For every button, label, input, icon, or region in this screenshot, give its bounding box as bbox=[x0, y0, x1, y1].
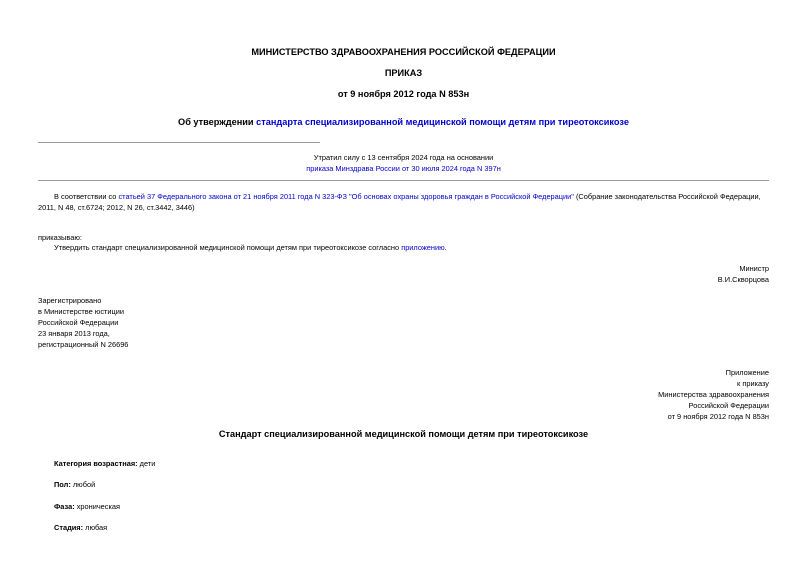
registration-line: Зарегистрировано bbox=[38, 296, 102, 305]
appendix-line: Российской Федерации bbox=[688, 401, 769, 410]
federal-law-link[interactable]: статьей 37 Федерального закона от 21 ноября 2011 года N 323-ФЗ "Об основах охраны здоровья граждан в Российской Федерации" bbox=[118, 192, 574, 201]
status-link-line bbox=[0, 164, 807, 175]
appendix-line: Приложение bbox=[725, 368, 769, 377]
signature-position: Министр bbox=[739, 264, 769, 273]
field-label: Пол: bbox=[54, 480, 71, 489]
field-value: дети bbox=[137, 459, 156, 468]
document-title-link[interactable]: стандарта специализированной медицинской помощи детям при тиреотоксикозе bbox=[256, 117, 629, 127]
field-value: любая bbox=[83, 523, 108, 532]
status-line: Утратил силу с 13 сентября 2024 года на основании bbox=[313, 153, 494, 162]
preamble-prefix: В соответствии со bbox=[54, 192, 119, 201]
orders-word: приказываю: bbox=[38, 233, 82, 242]
field-label: Фаза: bbox=[54, 502, 75, 511]
order-date: от 9 ноября 2012 года N 853н bbox=[337, 89, 470, 99]
document-title-prefix: Об утверждении bbox=[178, 117, 257, 127]
ministry-heading: МИНИСТЕРСТВО ЗДРАВООХРАНЕНИЯ РОССИЙСКОЙ ФЕДЕРАЦИИ bbox=[251, 47, 556, 57]
registration-line: Российской Федерации bbox=[38, 318, 119, 327]
field-stage bbox=[54, 523, 107, 534]
standard-title: Стандарт специализированной медицинской помощи детям при тиреотоксикозе bbox=[218, 429, 589, 439]
appendix-line: от 9 ноября 2012 года N 853н bbox=[667, 412, 769, 421]
order-heading: ПРИКАЗ bbox=[384, 68, 423, 78]
field-phase bbox=[54, 502, 120, 513]
document-title bbox=[0, 116, 807, 129]
appendix-line: Министерства здравоохранения bbox=[658, 390, 769, 399]
field-age-category bbox=[54, 459, 155, 470]
appendix-link[interactable]: приложению bbox=[401, 243, 445, 252]
short-divider bbox=[38, 142, 320, 143]
approval-paragraph bbox=[38, 243, 769, 254]
field-sex bbox=[54, 480, 95, 491]
approval-suffix: . bbox=[444, 243, 447, 252]
repealing-order-link[interactable]: приказа Минздрава России от 30 июля 2024 года N 397н bbox=[306, 164, 501, 173]
long-divider bbox=[38, 180, 769, 181]
appendix-line: к приказу bbox=[737, 379, 769, 388]
signature-name: В.И.Скворцова bbox=[717, 275, 769, 284]
field-label: Стадия: bbox=[54, 523, 84, 532]
approval-prefix: Утвердить стандарт специализированной медицинской помощи детям при тиреотоксикозе согласно bbox=[54, 243, 402, 252]
field-label: Категория возрастная: bbox=[54, 459, 138, 468]
registration-line: 23 января 2013 года, bbox=[38, 329, 110, 338]
registration-line: в Министерстве юстиции bbox=[38, 307, 125, 316]
preamble-suffix: (Собрание законодательства Российской Федерации, 2011, N 48, ст.6724; 2012, N 26, ст.3442, 3446) bbox=[38, 192, 761, 212]
field-value: любой bbox=[70, 480, 96, 489]
field-value: хроническая bbox=[74, 502, 120, 511]
registration-line: регистрационный N 26696 bbox=[38, 340, 129, 349]
preamble-paragraph bbox=[38, 192, 769, 213]
registration-block bbox=[38, 295, 128, 350]
appendix-block bbox=[500, 367, 769, 422]
